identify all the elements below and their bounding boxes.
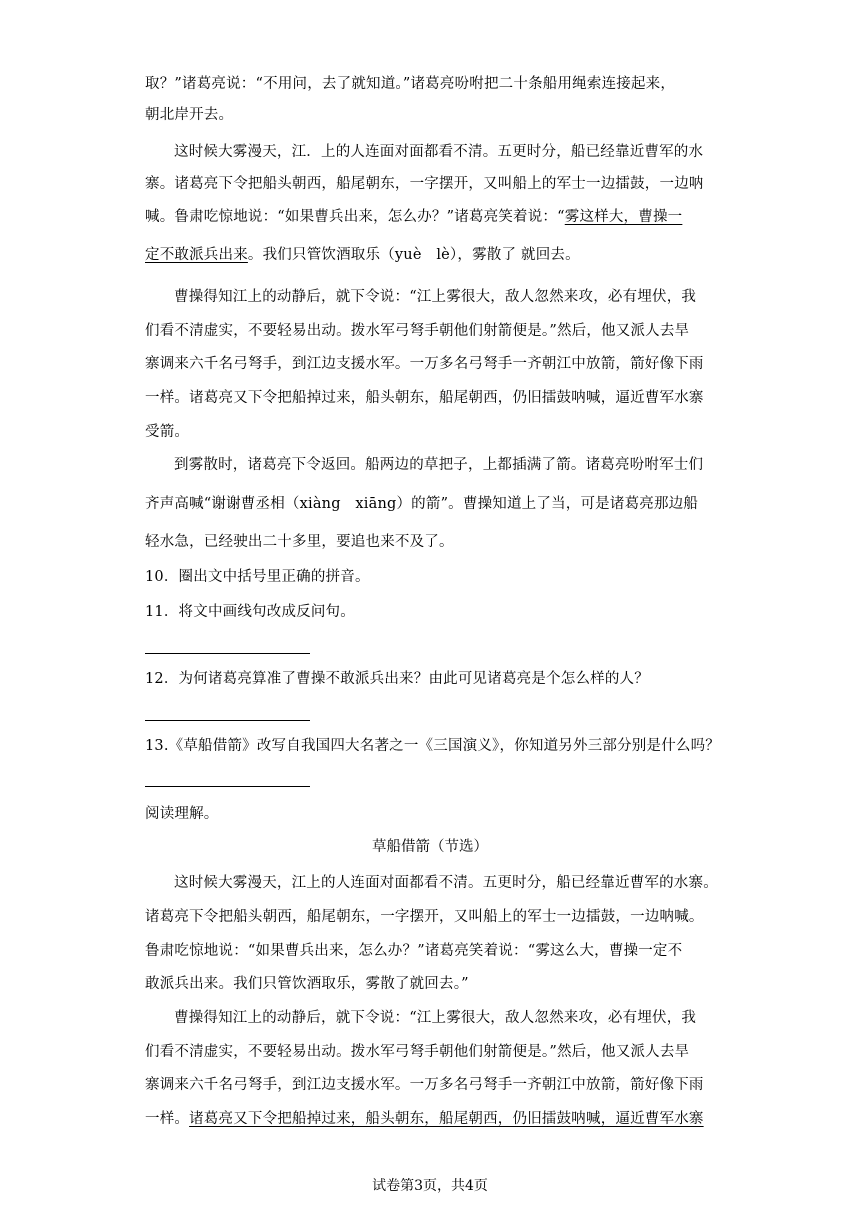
text-line: 敢派兵出来。我们只管饮酒取乐，雾散了就回去。” [145,976,469,992]
text-line: 一样。诸葛亮又下令把船掉过来，船头朝东，船尾朝西，仍旧擂鼓呐喊，逼近曹军水寨 [145,390,704,406]
text-line: 寨调来六千名弓弩手，到江边支援水军。一万多名弓弩手一齐朝江中放箭，箭好像下雨 [145,1077,704,1093]
text-line: 到雾散时，诸葛亮下令返回。船两边的草把子，上都插满了箭。诸葛亮吩咐军士们 [174,457,704,473]
question-13: 13.《草船借箭》改写自我国四大名著之一《三国演义》，你知道另外三部分别是什么吗？ [145,738,721,754]
answer-line[interactable] [145,786,310,787]
text-line: 诸葛亮下令把船头朝西，船尾朝东，一字摆开，又叫船上的军士一边擂鼓，一边呐喊。 [145,909,704,925]
text-line: 们看不清虚实，不要轻易出动。拨水军弓弩手朝他们射箭便是。”然后，他又派人去旱 [145,1044,690,1060]
passage-title: 草船借箭（节选） [372,839,488,855]
text-line [145,1109,717,1129]
text-line: 受箭。 [145,424,190,440]
answer-line[interactable] [145,653,310,654]
text-line: 这时候大雾漫天，江．上的人连面对面都看不清。五更时分，船已经靠近曹军的水 [174,144,704,160]
text-line: 寨调来六千名弓弩手，到江边支援水军。一万多名弓弩手一齐朝江中放箭，箭好像下雨 [145,356,704,372]
section-heading: 阅读理解。 [145,806,219,822]
question-11: 11．将文中画线句改成反问句。 [145,604,355,620]
question-12: 12．为何诸葛亮算准了曹操不敢派兵出来？由此可见诸葛亮是个怎么样的人？ [145,671,649,687]
text-line: 轻水急，已经驶出二十多里，要追也来不及了。 [145,534,454,550]
text-line: 取？”诸葛亮说：“不用问，去了就知道。”诸葛亮吩咐把二十条船用绳索连接起来， [145,76,676,92]
text-segment: 一样。 [145,1111,190,1127]
text-line [145,207,717,227]
page-footer: 试卷第3页，共4页 [372,1178,488,1194]
text-line: 朝北岸开去。 [145,107,234,123]
text-line: 鲁肃吃惊地说：“如果曹兵出来，怎么办？”诸葛亮笑着说：“雾这么大，曹操一定不 [145,943,683,959]
answer-line[interactable] [145,720,310,721]
question-10: 10．圈出文中括号里正确的拼音。 [145,569,370,585]
text-line: 寨。诸葛亮下令把船头朝西，船尾朝东，一字摆开，又叫船上的军士一边擂鼓，一边呐 [145,176,704,192]
text-line: 曹操得知江上的动静后，就下令说：“江上雾很大，敌人忽然来攻，必有埋伏，我 [174,1010,697,1026]
underlined-sentence: 诸葛亮又下令把船掉过来，船头朝东，船尾朝西，仍旧擂鼓呐喊，逼近曹军水寨 [189,1111,704,1127]
underlined-sentence: 定不敢派兵出来 [145,247,248,263]
text-segment: 。我们只管饮酒取乐（yuè lè），雾散了 就回去。 [247,247,580,263]
text-line [145,245,717,265]
text-line: 们看不清虚实，不要轻易出动。拨水军弓弩手朝他们射箭便是。”然后，他又派人去旱 [145,323,690,339]
text-line: 这时候大雾漫天，江上的人连面对面都看不清。五更时分，船已经靠近曹军的水寨。 [174,875,718,891]
text-line: 齐声高喊“谢谢曹丞相（xiàng xiāng）的箭”。曹操知道上了当，可是诸葛亮那边船 [145,496,699,512]
text-segment: 喊。鲁肃吃惊地说：“如果曹兵出来，怎么办？”诸葛亮笑着说：“ [145,209,565,225]
underlined-sentence: 雾这样大，曹操一 [564,209,683,225]
text-line: 曹操得知江上的动静后，就下令说：“江上雾很大，敌人忽然来攻，必有埋伏，我 [174,289,697,305]
